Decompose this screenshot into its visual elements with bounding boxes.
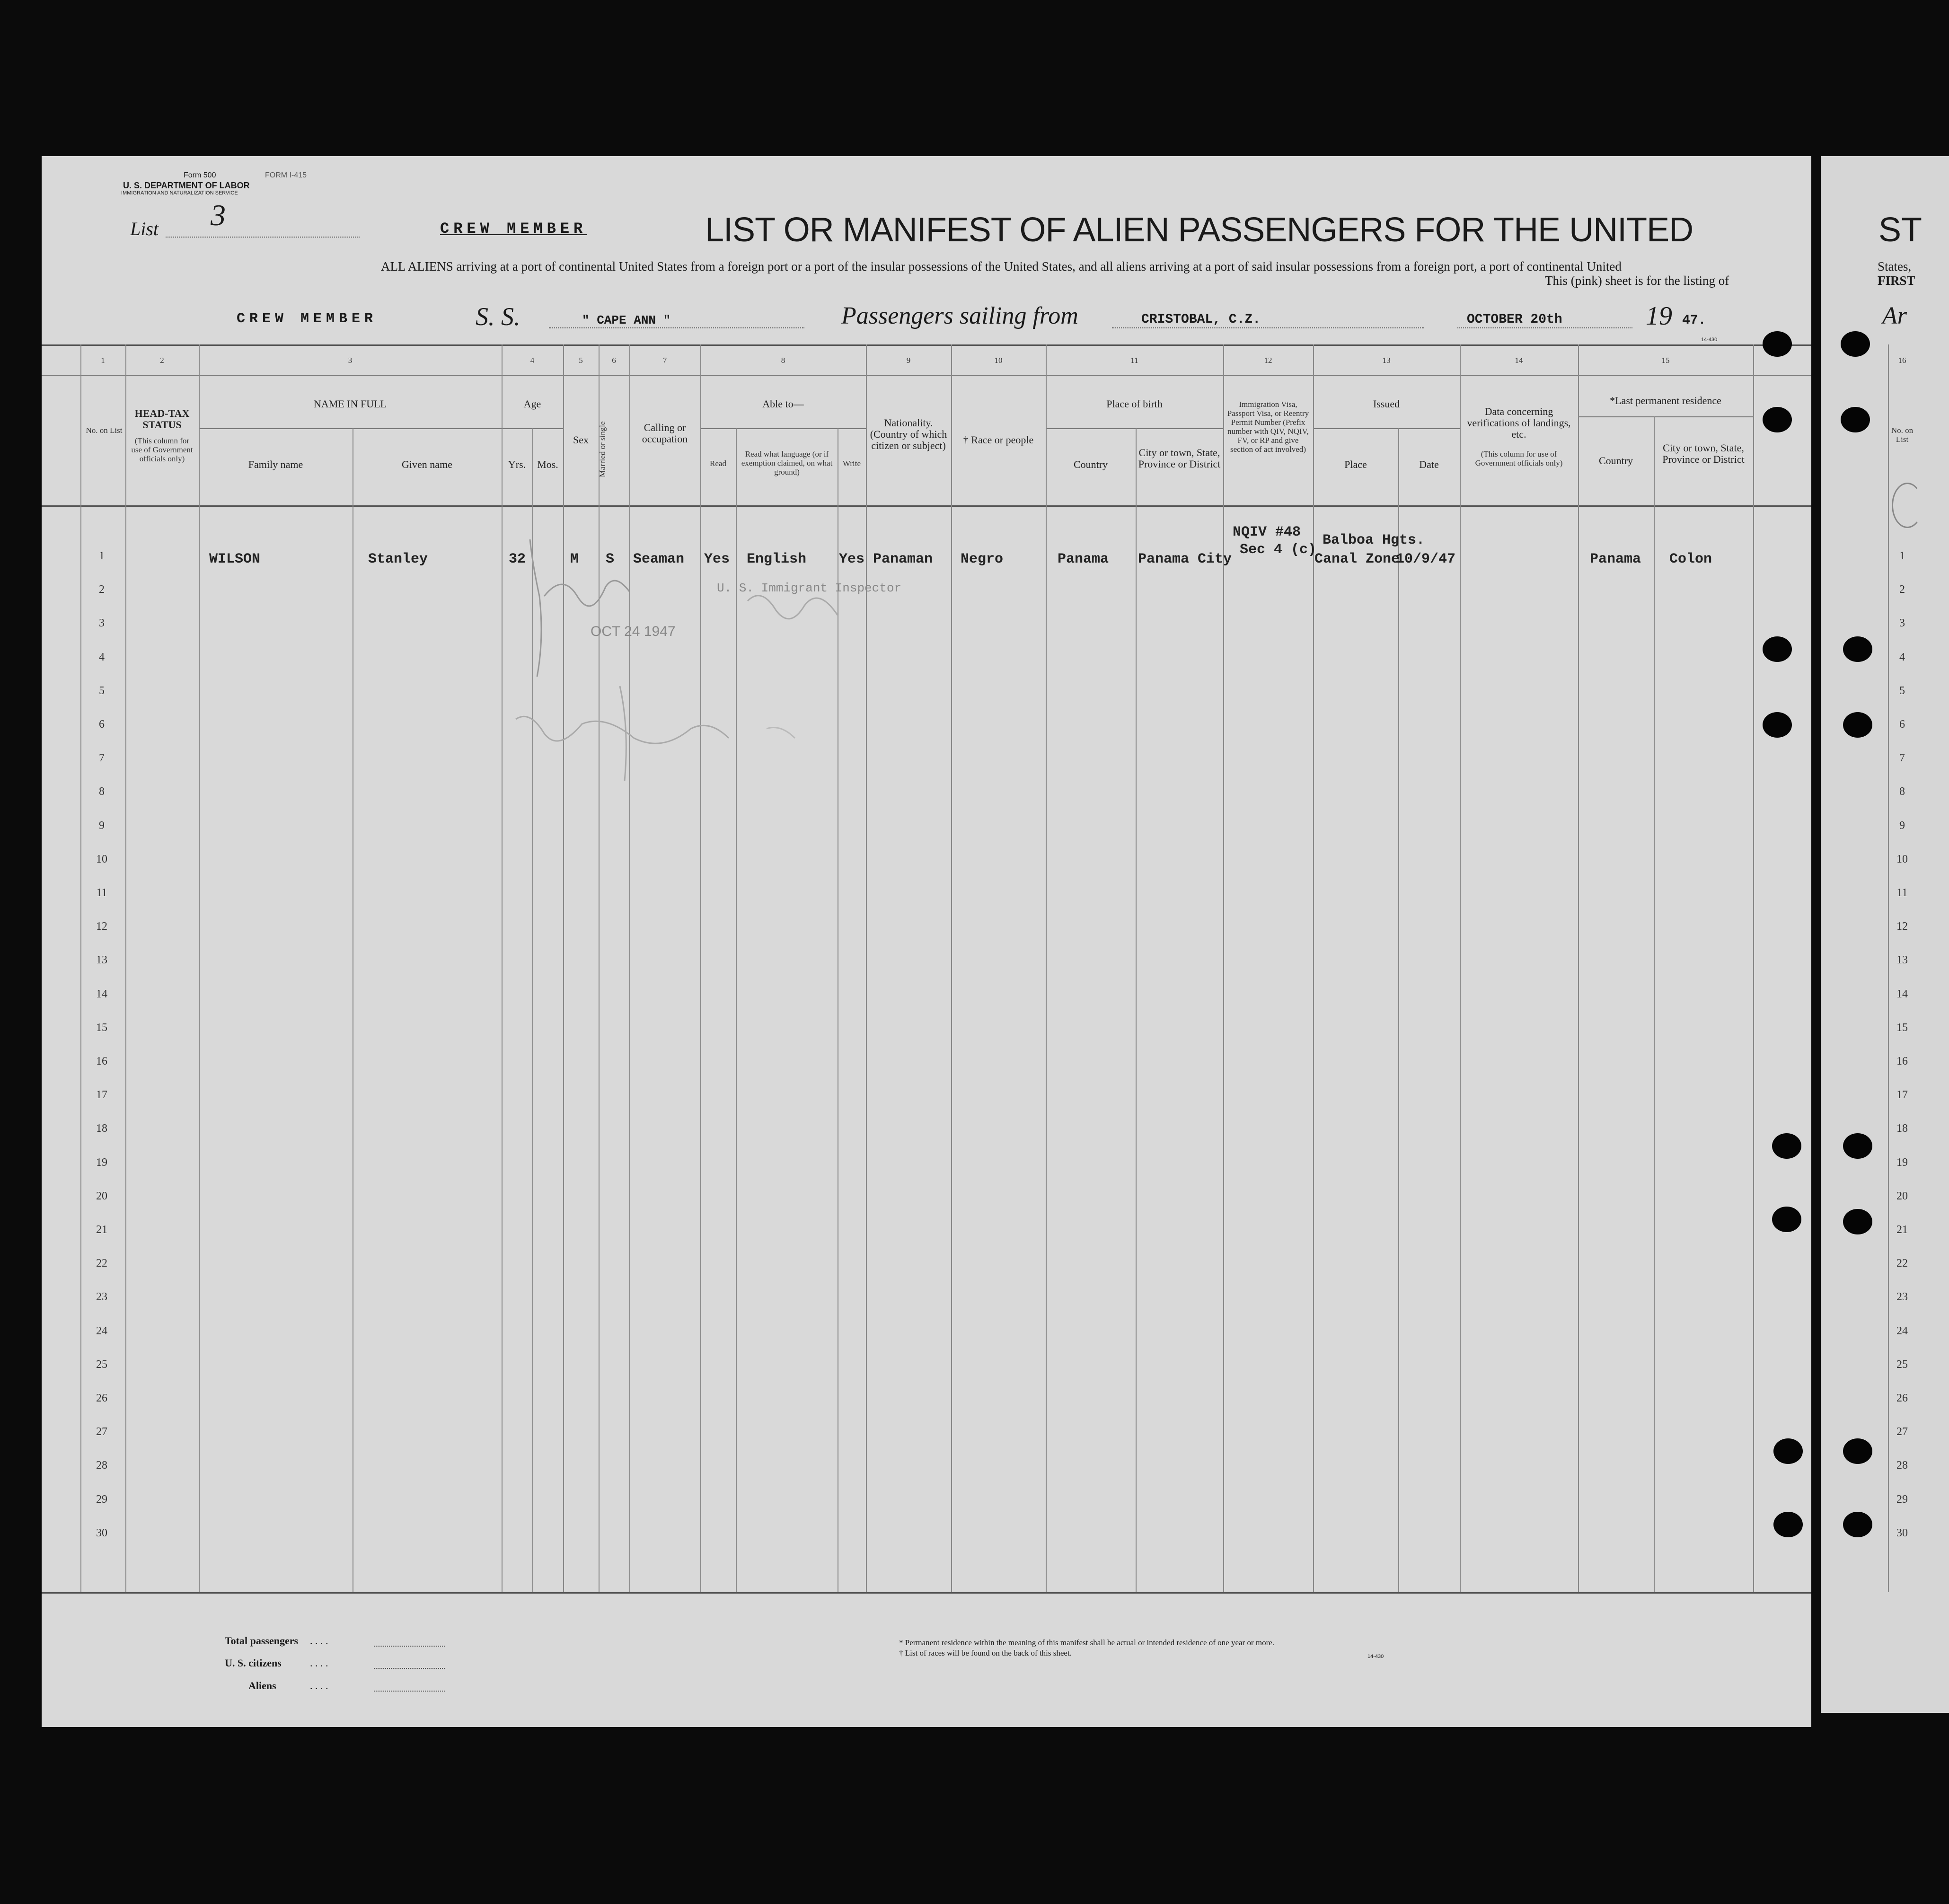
col-num: 14: [1515, 356, 1523, 365]
cell-nationality: Panaman: [873, 551, 933, 567]
sailing-date: OCTOBER 20th: [1467, 312, 1562, 327]
row-number: 17: [1896, 1089, 1908, 1101]
header-last-residence: *Last permanent residence: [1610, 395, 1721, 406]
row-number: 10: [1896, 853, 1908, 865]
col-num: 7: [662, 356, 667, 365]
list-underline: [166, 237, 360, 238]
col-num: 2: [160, 356, 164, 365]
row-number: 28: [1896, 1459, 1908, 1472]
row-number: 19: [96, 1156, 107, 1169]
row-number: 26: [96, 1392, 107, 1404]
header-residence-city: City or town, State, Province or District: [1662, 442, 1745, 465]
row-number: 29: [96, 1493, 107, 1506]
inspector-stamp: U. S. Immigrant Inspector: [717, 581, 902, 595]
col-divider: [1888, 344, 1889, 1592]
cell-race: Negro: [961, 551, 1004, 567]
row-number: 12: [1896, 920, 1908, 933]
cell-issued-date: 10/9/47: [1396, 551, 1456, 567]
header-birth-city: City or town, State, Province or District: [1138, 447, 1221, 470]
col-divider: [502, 344, 503, 1592]
form-code-top: 14-430: [1701, 337, 1718, 343]
row-number: 23: [96, 1291, 107, 1303]
row-number: 21: [96, 1224, 107, 1236]
row-number: 1: [1899, 550, 1905, 562]
row-number: 18: [96, 1122, 107, 1135]
row-number: 5: [1899, 685, 1905, 697]
col-divider: [125, 344, 126, 1592]
column-number-rule: [42, 375, 1811, 376]
header-write: Write: [842, 459, 861, 468]
row-number: 20: [96, 1190, 107, 1202]
cell-write: Yes: [839, 551, 865, 567]
row-number: 15: [96, 1022, 107, 1034]
col-divider: [1753, 344, 1754, 1592]
col-divider: [199, 344, 200, 1592]
row-number: 27: [1896, 1426, 1908, 1438]
row-number: 8: [1899, 785, 1905, 798]
cell-language: English: [747, 551, 807, 567]
row-number: 14: [1896, 988, 1908, 1000]
cell-issued-place-1: Balboa Hgts.: [1323, 532, 1425, 548]
row-number: 19: [1896, 1156, 1908, 1169]
cell-occupation: Seaman: [633, 551, 685, 567]
punch-hole: [1843, 1438, 1872, 1464]
row-number: 7: [1899, 752, 1905, 764]
us-citizens-line: [374, 1668, 445, 1669]
col-divider: [1313, 344, 1314, 1592]
table-top-border: [42, 344, 1811, 346]
header-sex: Sex: [573, 434, 589, 446]
issued-subheader-rule: [1313, 428, 1460, 429]
department: U. S. DEPARTMENT OF LABOR: [123, 181, 250, 190]
header-no-on-list-continued: No. on List: [1891, 426, 1914, 444]
cell-given-name: Stanley: [368, 551, 428, 567]
row-number: 13: [96, 954, 107, 966]
row-number: 29: [1896, 1493, 1908, 1506]
row-number: 11: [96, 887, 107, 899]
row-number: 23: [1896, 1291, 1908, 1303]
header-data-concerning: Data concerning verifications of landings, etc.: [1467, 405, 1571, 440]
row-number: 4: [1899, 651, 1905, 663]
cell-residence-country: Panama: [1590, 551, 1641, 567]
punch-hole: [1763, 636, 1792, 662]
punch-hole: [1843, 712, 1872, 738]
row-number: 6: [1899, 718, 1905, 731]
row-number: 4: [99, 651, 105, 663]
row-number: 13: [1896, 954, 1908, 966]
cell-sex: M: [570, 551, 579, 567]
date-stamp: OCT 24 1947: [591, 624, 676, 639]
row-number: 10: [96, 853, 107, 865]
header-residence-country: Country: [1598, 455, 1633, 467]
ship-prefix: CREW MEMBER: [237, 311, 378, 327]
punch-hole: [1773, 1438, 1803, 1464]
header-read-language: Read what language (or if exemption claimed, on what ground): [741, 450, 833, 476]
row-number: 24: [1896, 1325, 1908, 1337]
page-title: LIST OR MANIFEST OF ALIEN PASSENGERS FOR THE UNITED: [705, 211, 1693, 249]
footer-dots: . . . .: [310, 1680, 328, 1692]
birth-subheader-rule: [1046, 428, 1223, 429]
punch-hole: [1763, 712, 1792, 738]
footer-us-citizens: U. S. citizens: [225, 1657, 282, 1669]
footnote-races: † List of races will be found on the back of this sheet.: [899, 1648, 1072, 1657]
cell-issued-place-2: Canal Zone: [1314, 551, 1400, 567]
cell-visa-line-1: NQIV #48: [1233, 524, 1301, 540]
ship-name: " CAPE ANN ": [582, 313, 671, 327]
row-number: 3: [1899, 617, 1905, 629]
col-num: 16: [1898, 356, 1906, 365]
col-num: 9: [906, 356, 911, 365]
row-number: 25: [96, 1358, 107, 1371]
row-number: 24: [96, 1325, 107, 1337]
col-divider: [1136, 428, 1137, 1592]
header-calling: Calling or occupation: [642, 422, 688, 445]
residence-subheader-rule: [1578, 416, 1753, 417]
sailing-from-underline: [1112, 327, 1424, 328]
row-number: 11: [1896, 887, 1908, 899]
service: IMMIGRATION AND NATURALIZATION SERVICE: [121, 190, 238, 196]
header-issued-date: Date: [1419, 458, 1439, 470]
col-num: 4: [530, 356, 535, 365]
partial-stamp-mark: [1892, 483, 1923, 528]
col-num: 12: [1264, 356, 1272, 365]
aliens-line: [374, 1691, 445, 1692]
header-yrs: Yrs.: [508, 458, 526, 470]
row-number: 1: [99, 550, 105, 562]
row-number: 25: [1896, 1358, 1908, 1371]
list-number: 3: [211, 198, 226, 232]
header-married-or-single: Married or single: [598, 421, 607, 477]
col-num: 13: [1382, 356, 1391, 365]
header-birth-country: Country: [1073, 458, 1108, 470]
row-number: 21: [1896, 1224, 1908, 1236]
punch-hole: [1843, 1133, 1872, 1159]
row-number: 26: [1896, 1392, 1908, 1404]
header-issued-place: Place: [1344, 458, 1367, 470]
col-num: 3: [348, 356, 353, 365]
punch-hole: [1772, 1133, 1801, 1159]
table-bottom-border: [42, 1592, 1811, 1594]
row-number: 20: [1896, 1190, 1908, 1202]
punch-hole: [1763, 407, 1792, 432]
header-able-to: Able to—: [762, 398, 804, 410]
crew-member-tag: CREW MEMBER: [440, 220, 587, 238]
row-number: 17: [96, 1089, 107, 1101]
footer-dots: . . . .: [310, 1635, 328, 1647]
row-number: 6: [99, 718, 105, 731]
punch-hole: [1843, 1512, 1872, 1537]
able-subheader-rule: [700, 428, 866, 429]
header-mos: Mos.: [537, 458, 558, 470]
footer-dots: . . . .: [310, 1657, 328, 1669]
row-number: 27: [96, 1426, 107, 1438]
header-nationality: Nationality. (Country of which citizen or subject): [870, 417, 947, 451]
row-number: 9: [1899, 820, 1905, 832]
form-number-alt: FORM I-415: [265, 171, 307, 179]
list-label: List: [130, 218, 159, 239]
punch-hole: [1841, 407, 1870, 432]
footer-aliens: Aliens: [248, 1680, 276, 1692]
row-number: 5: [99, 685, 105, 697]
footer-form-code: 14-430: [1367, 1654, 1384, 1659]
total-passengers-line: [374, 1646, 445, 1647]
header-race: † Race or people: [963, 434, 1034, 446]
row-number: 15: [1896, 1022, 1908, 1034]
row-number: 18: [1896, 1122, 1908, 1135]
sailing-label: Passengers sailing from: [841, 302, 1078, 329]
header-place-of-birth: Place of birth: [1106, 398, 1163, 410]
header-data-note: (This column for use of Government officials only): [1475, 450, 1563, 467]
cell-visa-line-2: Sec 4 (c): [1240, 542, 1317, 558]
col-num: 6: [612, 356, 616, 365]
name-subheader-rule: [199, 428, 502, 429]
row-number: 22: [1896, 1257, 1908, 1269]
col-divider: [80, 344, 81, 1592]
col-num: 1: [101, 356, 105, 365]
cell-married: S: [606, 551, 615, 567]
col-num: 5: [579, 356, 583, 365]
footnote-residence: * Permanent residence within the meaning of this manifest shall be actual or intended residence of one year or more.: [899, 1638, 1275, 1647]
punch-hole: [1843, 636, 1872, 662]
punch-hole: [1841, 331, 1870, 357]
col-divider: [1654, 416, 1655, 1592]
punch-hole: [1772, 1207, 1801, 1232]
cell-age-yrs: 32: [509, 551, 526, 567]
col-num: 10: [994, 356, 1003, 365]
col-divider: [1460, 344, 1461, 1592]
sailing-from: CRISTOBAL, C.Z.: [1141, 312, 1261, 327]
row-number: 28: [96, 1459, 107, 1472]
year-prefix: 19: [1646, 301, 1672, 331]
adjacent-sheet: [1821, 156, 1949, 1713]
row-number: 14: [96, 988, 107, 1000]
sailing-date-underline: [1457, 327, 1632, 328]
footer-total-passengers: Total passengers: [225, 1635, 299, 1647]
header-given-name: Given name: [402, 458, 452, 470]
col-divider: [1223, 344, 1224, 1592]
header-name-in-full: NAME IN FULL: [314, 398, 387, 410]
row-number: 16: [96, 1055, 107, 1067]
handwritten-signatures: [511, 516, 890, 809]
row-number: 30: [96, 1527, 107, 1539]
header-bottom-border: [42, 505, 1811, 507]
subtitle-line-1: ALL ALIENS arriving at a port of continental United States from a foreign port or a port of the insular possessions of the United States, and all aliens arriving at a port of said insular possessions from a foreign port, a port of continental United: [381, 259, 1622, 273]
cell-family-name: WILSON: [209, 551, 261, 567]
arriving-continued: Ar: [1882, 302, 1907, 329]
header-family-name: Family name: [248, 458, 303, 470]
subtitle-continued-1: States,: [1878, 259, 1912, 273]
subtitle-continued-2: FIRST: [1878, 273, 1915, 288]
form-number: Form 500: [184, 171, 216, 179]
header-no-on-list: No. on List: [86, 426, 123, 435]
row-number: 16: [1896, 1055, 1908, 1067]
manifest-sheet: [42, 156, 1811, 1727]
cell-birth-country: Panama: [1058, 551, 1109, 567]
col-num: 15: [1661, 356, 1670, 365]
row-number: 2: [99, 583, 105, 596]
header-issued: Issued: [1373, 398, 1400, 410]
header-age: Age: [523, 398, 541, 410]
col-num: 8: [781, 356, 785, 365]
header-head-tax: HEAD-TAX STATUS: [134, 407, 190, 431]
row-number: 9: [99, 820, 105, 832]
col-num: 11: [1130, 356, 1138, 365]
col-divider: [1578, 344, 1579, 1592]
row-number: 7: [99, 752, 105, 764]
header-read: Read: [710, 459, 726, 468]
header-head-tax-note: (This column for use of Government officials only): [131, 436, 193, 463]
col-divider: [1046, 344, 1047, 1592]
ship-label: S. S.: [476, 302, 520, 331]
row-number: 2: [1899, 583, 1905, 596]
col-divider: [951, 344, 952, 1592]
year-value: 47.: [1682, 313, 1706, 328]
header-visa: Immigration Visa, Passport Visa, or Reentry Permit Number (Prefix number with QIV, NQIV, FV, or RP and give section of act involved): [1227, 400, 1309, 454]
row-number: 12: [96, 920, 107, 933]
punch-hole: [1843, 1209, 1872, 1234]
page-title-continued: ST: [1878, 211, 1923, 249]
punch-hole: [1773, 1512, 1803, 1537]
col-divider: [1398, 428, 1399, 1592]
row-number: 8: [99, 785, 105, 798]
punch-hole: [1763, 331, 1792, 357]
subtitle-line-2: This (pink) sheet is for the listing of: [1545, 273, 1729, 288]
ship-name-underline: [549, 327, 804, 328]
cell-read: Yes: [704, 551, 730, 567]
row-number: 30: [1896, 1527, 1908, 1539]
row-number: 22: [96, 1257, 107, 1269]
row-number: 3: [99, 617, 105, 629]
cell-birth-city: Panama City: [1138, 551, 1232, 567]
cell-residence-city: Colon: [1669, 551, 1712, 567]
